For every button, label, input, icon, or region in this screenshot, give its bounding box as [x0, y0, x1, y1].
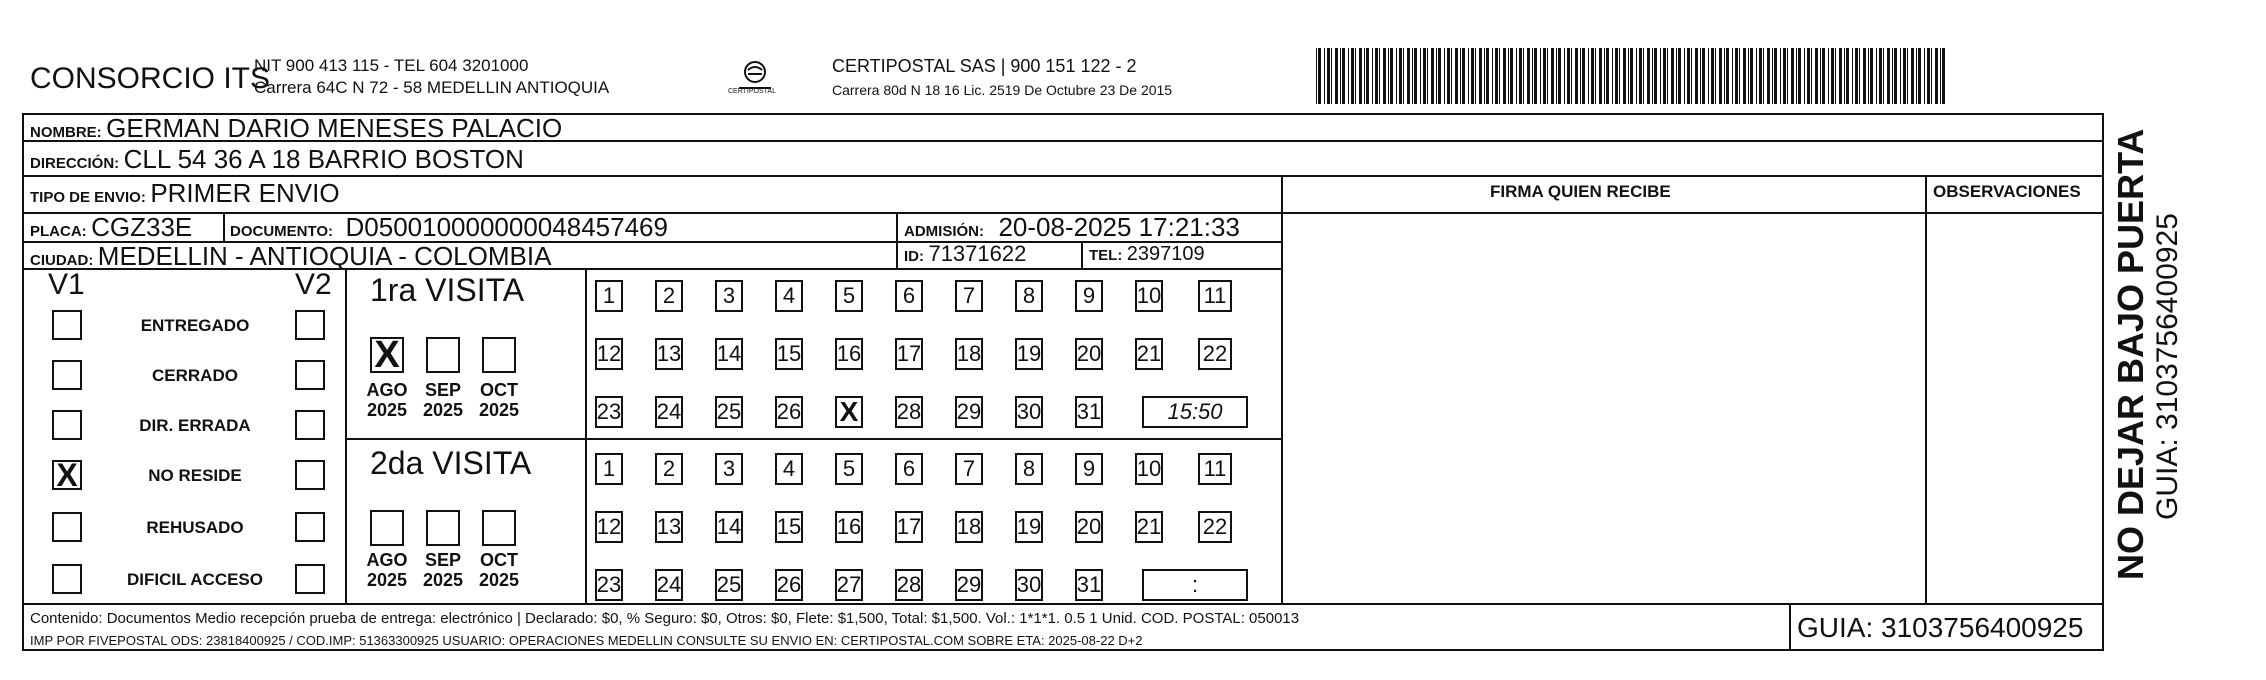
day-box[interactable]: 21 [1135, 511, 1163, 543]
barcode-bar [1767, 48, 1770, 104]
v1-label: V1 [48, 268, 85, 301]
day-box[interactable]: 6 [895, 280, 923, 312]
barcode-bar [1774, 48, 1777, 104]
barcode-bar [1486, 48, 1489, 104]
day-box[interactable]: 17 [895, 338, 923, 370]
day-box[interactable]: 7 [955, 280, 983, 312]
month-year: 2025 [478, 400, 520, 420]
status-label: CERRADO [152, 366, 238, 385]
day-box[interactable]: 4 [775, 453, 803, 485]
day-box[interactable]: 11 [1198, 280, 1232, 312]
barcode-bar [1366, 48, 1369, 104]
day-box[interactable]: 31 [1075, 569, 1103, 601]
v1-checkbox[interactable] [52, 512, 82, 542]
barcode-bar [1916, 48, 1917, 104]
barcode-bar [1715, 48, 1716, 104]
barcode-bar [1431, 48, 1434, 104]
barcode-bar [1739, 48, 1740, 104]
barcode-bar [1719, 48, 1722, 104]
month-year: 2025 [366, 570, 408, 590]
time-box[interactable]: : [1142, 569, 1248, 601]
status-label: REHUSADO [146, 518, 244, 537]
tel-field: TEL: 2397109 [1089, 243, 1205, 265]
barcode-bar [1342, 48, 1345, 104]
day-box[interactable]: 23 [595, 569, 623, 601]
barcode-bar [1700, 48, 1701, 104]
month-checkbox[interactable] [426, 510, 460, 546]
documento-field: DOCUMENTO: D050010000000048457469 [230, 212, 668, 242]
barcode-bar [1599, 48, 1602, 104]
barcode-bar [1508, 48, 1509, 104]
barcode-bar [1855, 48, 1858, 104]
barcode-bar [1527, 48, 1530, 104]
month-checkbox[interactable] [482, 510, 516, 546]
certipostal-line: CERTIPOSTAL SAS | 900 151 122 - 2 [832, 56, 1137, 76]
day-box[interactable]: 18 [955, 511, 983, 543]
day-box[interactable]: 26 [775, 569, 803, 601]
v1-checkbox[interactable] [52, 360, 82, 390]
barcode-bar [1780, 48, 1781, 104]
month-label [413, 550, 473, 590]
v2-checkbox[interactable] [295, 410, 325, 440]
status-label: NO RESIDE [148, 466, 242, 485]
barcode-bar [1652, 48, 1653, 104]
barcode-bar [1671, 48, 1674, 104]
barcode-bar [1852, 48, 1853, 104]
barcode-bar [1388, 48, 1389, 104]
barcode-bar [1543, 48, 1546, 104]
barcode-bar [1820, 48, 1821, 104]
day-box[interactable]: 9 [1075, 280, 1103, 312]
day-box[interactable]: 8 [1015, 280, 1043, 312]
month-name: OCT [480, 550, 518, 570]
barcode-bar [1630, 48, 1633, 104]
v1-checkbox[interactable] [52, 310, 82, 340]
v2-checkbox[interactable] [295, 512, 325, 542]
barcode-bar [1492, 48, 1493, 104]
barcode-bar [1628, 48, 1629, 104]
barcode-bar [1822, 48, 1825, 104]
month-year: 2025 [422, 400, 464, 420]
barcode-bar [1407, 48, 1410, 104]
month-checkbox[interactable] [370, 510, 404, 546]
month-year: 2025 [478, 570, 520, 590]
barcode-bar [1684, 48, 1685, 104]
side-guia: GUIA: 3103756400925 [2151, 213, 2184, 520]
barcode-bar [1903, 48, 1906, 104]
barcode-bar [1534, 48, 1537, 104]
day-box[interactable]: 18 [955, 338, 983, 370]
barcode-bar [1783, 48, 1786, 104]
barcode-bar [1796, 48, 1797, 104]
barcode-bar [1791, 48, 1794, 104]
day-box[interactable]: 14 [715, 338, 743, 370]
day-box[interactable]: 15 [775, 511, 803, 543]
barcode-bar [1876, 48, 1877, 104]
barcode-bar [1844, 48, 1845, 104]
barcode-bar [1636, 48, 1637, 104]
day-box[interactable]: 2 [655, 453, 683, 485]
barcode-bar [1556, 48, 1557, 104]
barcode-bar [1750, 48, 1753, 104]
barcode-bar [1807, 48, 1810, 104]
barcode-bar [1399, 48, 1402, 104]
barcode-bar [1942, 48, 1945, 104]
day-box[interactable]: 3 [715, 280, 743, 312]
barcode-bar [1619, 48, 1620, 104]
day-box[interactable]: 2 [655, 280, 683, 312]
barcode-bar [1835, 48, 1836, 104]
barcode-bar [1468, 48, 1469, 104]
barcode-bar [1892, 48, 1893, 104]
barcode-bar [1691, 48, 1692, 104]
v2-checkbox[interactable] [295, 310, 325, 340]
barcode-bar [1331, 48, 1332, 104]
barcode-bar [1427, 48, 1428, 104]
month-name: AGO [366, 380, 408, 400]
company-nit: NIT 900 413 115 - TEL 604 3201000 [254, 56, 529, 75]
day-box[interactable]: 30 [1015, 569, 1043, 601]
day-box[interactable]: 10 [1135, 453, 1163, 485]
barcode-bar [1831, 48, 1834, 104]
barcode-bar [1532, 48, 1533, 104]
barcode-bar [1940, 48, 1941, 104]
status-label: DIR. ERRADA [139, 416, 251, 435]
barcode-bar [1711, 48, 1714, 104]
barcode-bar [1615, 48, 1618, 104]
barcode-bar [1588, 48, 1589, 104]
month-label [469, 380, 529, 420]
barcode-bar [1558, 48, 1561, 104]
barcode-bar [1447, 48, 1450, 104]
barcode-bar [1911, 48, 1914, 104]
barcode-bar [1907, 48, 1908, 104]
day-box[interactable]: 29 [955, 569, 983, 601]
company-address: Carrera 64C N 72 - 58 MEDELLIN ANTIOQUIA [254, 78, 610, 97]
barcode-bar [1327, 48, 1330, 104]
barcode-bar [1724, 48, 1725, 104]
day-box[interactable]: 8 [1015, 453, 1043, 485]
barcode-bar [1375, 48, 1378, 104]
barcode-bar [1660, 48, 1661, 104]
day-box[interactable]: 11 [1198, 453, 1232, 485]
barcode-bar [1870, 48, 1873, 104]
barcode-bar [1678, 48, 1681, 104]
barcode-bar [1811, 48, 1812, 104]
barcode-bar [1894, 48, 1897, 104]
barcode-bar [1396, 48, 1397, 104]
month-name: SEP [424, 380, 462, 400]
barcode-bar [1846, 48, 1849, 104]
status-label: ENTREGADO [140, 316, 250, 335]
barcode-bar [1676, 48, 1677, 104]
barcode-bar [1639, 48, 1642, 104]
day-box[interactable]: 12 [595, 338, 623, 370]
barcode-bar [1324, 48, 1325, 104]
v1-checkbox[interactable] [52, 410, 82, 440]
barcode-bar [1756, 48, 1757, 104]
barcode-bar [1759, 48, 1762, 104]
day-box[interactable]: 16 [835, 338, 863, 370]
barcode-bar [1859, 48, 1860, 104]
day-box[interactable]: 10 [1135, 280, 1163, 312]
day-box[interactable]: 22 [1198, 338, 1232, 370]
barcode-bar [1798, 48, 1801, 104]
day-box[interactable]: 28 [895, 569, 923, 601]
day-box[interactable]: 29 [955, 396, 983, 428]
day-box[interactable]: 5 [835, 280, 863, 312]
logo-text: CERTIPOSTAL [728, 88, 776, 95]
time-box[interactable]: 15:50 [1142, 396, 1248, 428]
admision-field: ADMISIÓN: 20-08-2025 17:21:33 [904, 212, 1240, 242]
firma-label: FIRMA QUIEN RECIBE [1490, 182, 1671, 201]
barcode-bar [1580, 48, 1581, 104]
v2-label: V2 [295, 268, 332, 301]
barcode-bar [1900, 48, 1901, 104]
barcode-bar [1883, 48, 1884, 104]
barcode-bar [1516, 48, 1517, 104]
barcode-bar [1383, 48, 1386, 104]
barcode-bar [1519, 48, 1522, 104]
barcode-bar [1484, 48, 1485, 104]
observaciones-label: OBSERVACIONES [1933, 182, 2081, 201]
day-box[interactable]: 26 [775, 396, 803, 428]
day-box[interactable]: 12 [595, 511, 623, 543]
direccion-field: DIRECCIÓN: CLL 54 36 A 18 BARRIO BOSTON [30, 144, 524, 174]
barcode-bar [1828, 48, 1829, 104]
v2-checkbox[interactable] [295, 360, 325, 390]
barcode-bar [1355, 48, 1356, 104]
barcode-bar [1702, 48, 1705, 104]
barcode-bar [1643, 48, 1644, 104]
barcode-bar [1412, 48, 1413, 104]
day-box[interactable]: 19 [1015, 511, 1043, 543]
day-box[interactable]: 5 [835, 453, 863, 485]
barcode-bar [1663, 48, 1666, 104]
day-box[interactable]: 31 [1075, 396, 1103, 428]
barcode [1316, 48, 1950, 104]
day-box[interactable]: 14 [715, 511, 743, 543]
day-box[interactable]: 25 [715, 396, 743, 428]
barcode-bar [1316, 48, 1317, 104]
barcode-bar [1495, 48, 1498, 104]
barcode-bar [1462, 48, 1465, 104]
barcode-bar [1571, 48, 1572, 104]
v1-checkbox[interactable] [52, 564, 82, 594]
barcode-bar [1359, 48, 1362, 104]
barcode-bar [1763, 48, 1764, 104]
barcode-bar [1931, 48, 1932, 104]
month-year: 2025 [422, 570, 464, 590]
placa-field: PLACA: CGZ33E [30, 212, 193, 242]
day-box[interactable]: 22 [1198, 511, 1232, 543]
barcode-bar [1351, 48, 1354, 104]
barcode-bar [1444, 48, 1445, 104]
barcode-bar [1499, 48, 1500, 104]
barcode-bar [1348, 48, 1349, 104]
barcode-bar [1523, 48, 1524, 104]
month-name: OCT [480, 380, 518, 400]
v2-checkbox[interactable] [295, 564, 325, 594]
barcode-bar [1451, 48, 1452, 104]
footer-imp: IMP POR FIVEPOSTAL ODS: 23818400925 / COD.IMP: 51363300925 USUARIO: OPERACIONES MEDELLIN CONSULTE SU ENVIO EN: CERTIPOSTAL.COM SOBRE ETA: 2025-08-22 D+2 [30, 633, 1143, 648]
barcode-bar [1575, 48, 1578, 104]
barcode-bar [1612, 48, 1613, 104]
month-label [469, 550, 529, 590]
day-box[interactable]: 1 [595, 280, 623, 312]
barcode-bar [1623, 48, 1626, 104]
barcode-bar [1471, 48, 1474, 104]
barcode-bar [1924, 48, 1925, 104]
barcode-bar [1918, 48, 1921, 104]
barcode-bar [1420, 48, 1421, 104]
footer-content: Contenido: Documentos Medio recepción prueba de entrega: electrónico | Declarado: $0, % Seguro: $0, Otros: $0, Flete: $1,500, Total: $1,500. Vol.: 1*1*1. 0.5 1 Unid. COD. POSTAL: 050013 [30, 610, 1300, 627]
day-box[interactable]: 23 [595, 396, 623, 428]
day-box[interactable]: 9 [1075, 453, 1103, 485]
day-box[interactable]: 21 [1135, 338, 1163, 370]
barcode-bar [1927, 48, 1930, 104]
barcode-bar [1567, 48, 1570, 104]
barcode-bar [1547, 48, 1548, 104]
barcode-bar [1732, 48, 1733, 104]
barcode-bar [1318, 48, 1321, 104]
barcode-bar [1839, 48, 1842, 104]
id-field: ID: 71371622 [904, 241, 1027, 266]
day-box[interactable]: 20 [1075, 338, 1103, 370]
barcode-bar [1667, 48, 1668, 104]
barcode-bar [1887, 48, 1890, 104]
day-box[interactable]: 1 [595, 453, 623, 485]
barcode-bar [1340, 48, 1341, 104]
month-year: 2025 [366, 400, 408, 420]
barcode-bar [1436, 48, 1437, 104]
barcode-bar [1455, 48, 1458, 104]
barcode-bar [1748, 48, 1749, 104]
v1-checkbox[interactable]: X [52, 460, 82, 490]
month-checkbox[interactable]: X [370, 337, 404, 373]
barcode-bar [1379, 48, 1380, 104]
visit1-title: 1ra VISITA [370, 272, 525, 308]
day-box[interactable]: 28 [895, 396, 923, 428]
barcode-bar [1935, 48, 1938, 104]
barcode-bar [1708, 48, 1709, 104]
nombre-field: NOMBRE: GERMAN DARIO MENESES PALACIO [30, 113, 563, 143]
barcode-bar [1564, 48, 1565, 104]
day-box[interactable]: 4 [775, 280, 803, 312]
day-box[interactable]: 24 [655, 396, 683, 428]
day-box[interactable]: 13 [655, 511, 683, 543]
company-name: CONSORCIO ITS [30, 62, 271, 95]
barcode-bar [1772, 48, 1773, 104]
day-box[interactable]: 19 [1015, 338, 1043, 370]
day-box[interactable]: 6 [895, 453, 923, 485]
day-box[interactable]: 20 [1075, 511, 1103, 543]
footer-guia: GUIA: 3103756400925 [1797, 612, 2084, 643]
month-checkbox[interactable] [426, 337, 460, 373]
barcode-bar [1460, 48, 1461, 104]
barcode-bar [1364, 48, 1365, 104]
certipostal-address: Carrera 80d N 18 16 Lic. 2519 De Octubre 23 De 2015 [832, 82, 1173, 98]
barcode-bar [1423, 48, 1426, 104]
barcode-bar [1591, 48, 1594, 104]
barcode-bar [1815, 48, 1818, 104]
tipo-envio-field: TIPO DE ENVIO: PRIMER ENVIO [30, 178, 340, 208]
month-checkbox[interactable] [482, 337, 516, 373]
barcode-bar [1335, 48, 1338, 104]
day-box[interactable]: 30 [1015, 396, 1043, 428]
barcode-bar [1863, 48, 1866, 104]
barcode-bar [1595, 48, 1596, 104]
day-box[interactable]: 16 [835, 511, 863, 543]
barcode-bar [1438, 48, 1441, 104]
month-name: SEP [424, 550, 462, 570]
day-box[interactable]: 15 [775, 338, 803, 370]
barcode-bar [1743, 48, 1746, 104]
day-box[interactable]: 13 [655, 338, 683, 370]
day-box[interactable]: 3 [715, 453, 743, 485]
day-box[interactable]: 24 [655, 569, 683, 601]
barcode-bar [1510, 48, 1513, 104]
barcode-bar [1540, 48, 1541, 104]
barcode-bar [1735, 48, 1738, 104]
barcode-bar [1604, 48, 1605, 104]
ciudad-field: CIUDAD: MEDELLIN - ANTIOQUIA - COLOMBIA [30, 241, 552, 271]
barcode-bar [1414, 48, 1417, 104]
month-name: AGO [366, 550, 408, 570]
month-label [413, 380, 473, 420]
day-box[interactable]: 27 [835, 569, 863, 601]
day-box[interactable]: 25 [715, 569, 743, 601]
barcode-bar [1695, 48, 1698, 104]
barcode-bar [1879, 48, 1882, 104]
barcode-bar [1804, 48, 1805, 104]
visit2-title: 2da VISITA [370, 445, 532, 481]
barcode-bar [1479, 48, 1482, 104]
status-label: DIFICIL ACCESO [126, 570, 263, 589]
barcode-bar [1868, 48, 1869, 104]
barcode-bar [1582, 48, 1585, 104]
barcode-bar [1687, 48, 1690, 104]
month-label [357, 380, 417, 420]
barcode-bar [1726, 48, 1729, 104]
barcode-bar [1503, 48, 1506, 104]
barcode-bar [1475, 48, 1476, 104]
day-box[interactable]: 7 [955, 453, 983, 485]
barcode-bar [1654, 48, 1657, 104]
barcode-bar [1606, 48, 1609, 104]
day-box[interactable]: 17 [895, 511, 923, 543]
barcode-bar [1551, 48, 1554, 104]
month-label [357, 550, 417, 590]
barcode-bar [1372, 48, 1373, 104]
day-box[interactable]: X [835, 396, 863, 428]
v2-checkbox[interactable] [295, 460, 325, 490]
barcode-bar [1787, 48, 1788, 104]
no-dejar-bajo-puerta: NO DEJAR BAJO PUERTA [2110, 128, 2151, 580]
barcode-bar [1390, 48, 1393, 104]
barcode-bar [1403, 48, 1404, 104]
barcode-bar [1647, 48, 1650, 104]
